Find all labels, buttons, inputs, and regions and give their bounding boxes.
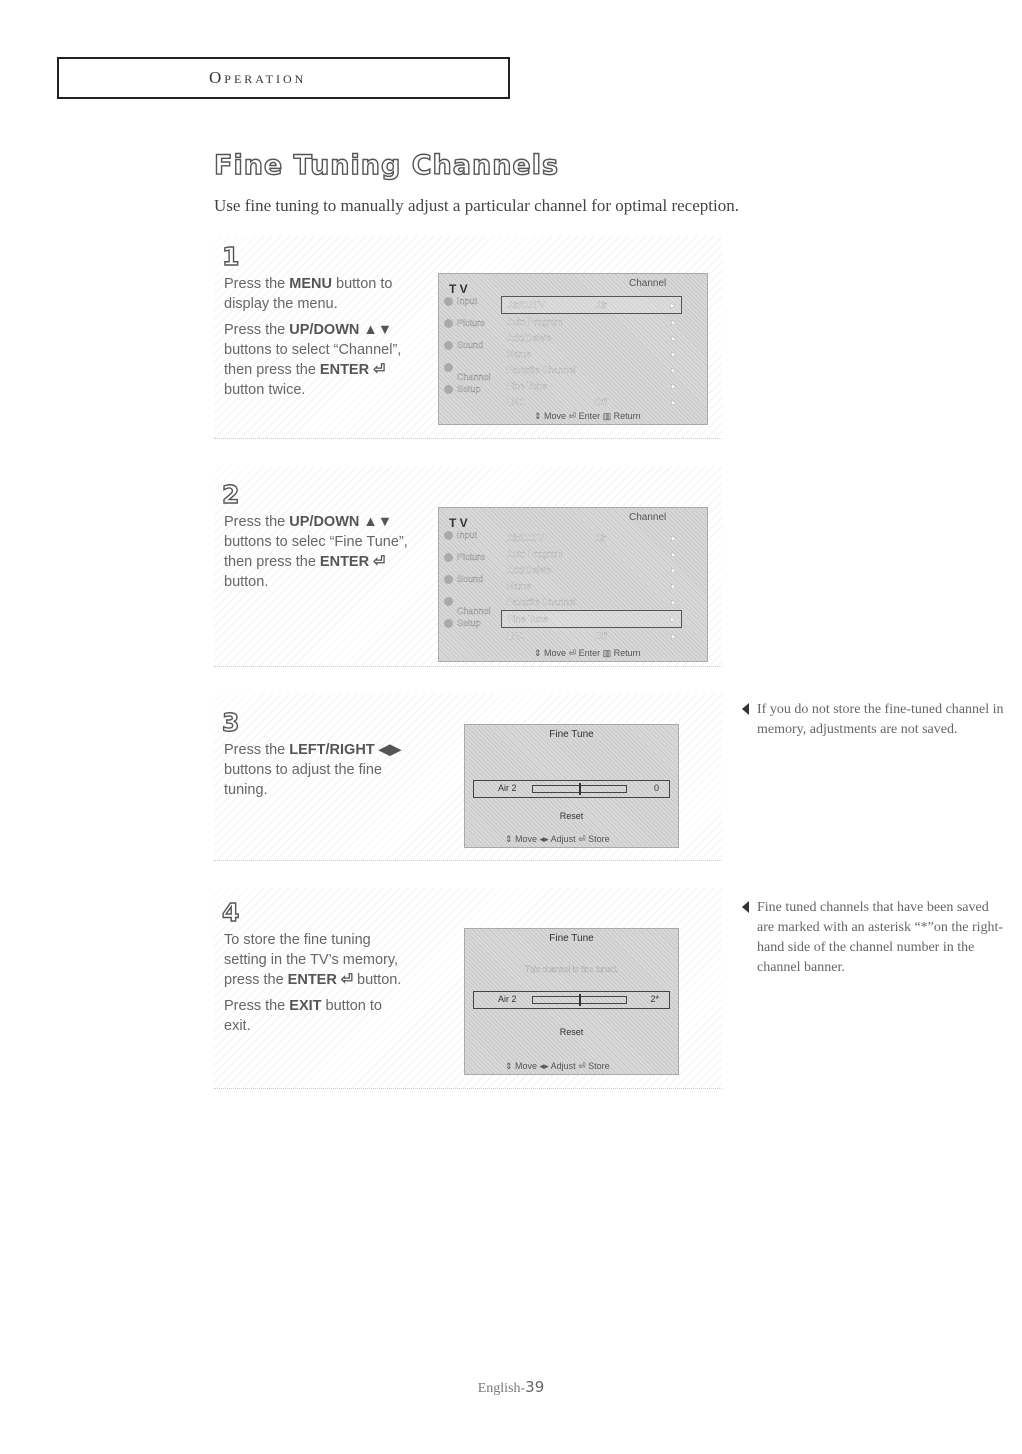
- channel-label: Air 2: [498, 994, 517, 1004]
- fine-tune-footer: ⇕ Move ◂▸ Adjust ⏎ Store: [505, 1061, 610, 1071]
- page-footer: [0, 1378, 1022, 1397]
- menu-row: Air/CATV Air ▸: [507, 533, 676, 543]
- note-not-saved: If you do not store the fine-tuned channel in memory, adjustments are not saved.: [742, 700, 1007, 740]
- fine-tune-screen: [464, 724, 679, 848]
- tuning-value: 0: [653, 783, 659, 793]
- step-number: 4: [222, 898, 240, 927]
- leftright-key: LEFT/RIGHT ◀▶: [289, 742, 401, 758]
- tv-label: T V: [449, 516, 468, 530]
- menu-row: LNA Off ▸: [507, 397, 676, 407]
- tuning-knob: [579, 783, 581, 795]
- step-instructions: Press the MENU button to display the menu. Press the UP/DOWN ▲▼ buttons to select “Channel”, then press the ENTER ⏎ button twice.: [224, 276, 402, 398]
- step-instructions: To store the fine tuning setting in the TV’s memory, press the ENTER ⏎ button. Press the EXIT button to exit.: [224, 932, 402, 1034]
- menu-row: Add/Delete ▸: [507, 333, 676, 343]
- step-number: 3: [222, 708, 240, 737]
- sidebar-item-input: Input: [441, 530, 489, 552]
- intro-text: Use fine tuning to manually adjust a particular channel for optimal reception.: [214, 196, 739, 215]
- step-1: [214, 236, 722, 439]
- menu-row: Add/Delete ▸: [507, 565, 676, 575]
- sidebar-item-channel: Channel: [441, 362, 489, 384]
- page-title: Fine Tuning Channels: [214, 150, 560, 181]
- fine-tune-title: Fine Tune: [549, 933, 594, 944]
- fine-tune-bar: [473, 780, 670, 798]
- fine-tune-footer: ⇕ Move ◂▸ Adjust ⏎ Store: [505, 834, 610, 844]
- step-number: 1: [222, 242, 240, 271]
- sidebar-item-sound: Sound: [441, 574, 489, 596]
- sidebar-item-setup: Setup: [441, 384, 489, 406]
- step-number: 2: [222, 480, 240, 509]
- enter-key: ENTER ⏎: [287, 972, 353, 988]
- step-instructions: Press the LEFT/RIGHT ◀▶ buttons to adjust the fine tuning.: [224, 742, 401, 798]
- step-4: [214, 888, 722, 1089]
- section-header: [57, 57, 510, 99]
- footer-label: English-: [477, 1381, 526, 1396]
- fine-tune-bar: [473, 991, 670, 1009]
- updown-key: UP/DOWN ▲▼: [289, 514, 393, 530]
- tuning-value: 2*: [650, 994, 659, 1004]
- step-instructions: Press the UP/DOWN ▲▼ buttons to selec “Fine Tune”, then press the ENTER ⏎ button.: [224, 514, 408, 590]
- sidebar-item-input: Input: [441, 296, 489, 318]
- menu-list: [501, 530, 682, 644]
- channel-menu-screen: [438, 507, 708, 662]
- note-asterisk: Fine tuned channels that have been saved are marked with an asterisk “*”on the right-hand side of the channel number in the channel banner.: [742, 898, 1007, 978]
- menu-title: Channel: [629, 278, 667, 289]
- menu-key: MENU: [289, 276, 332, 292]
- tuning-track: [532, 785, 627, 793]
- page-number: 39: [525, 1378, 545, 1396]
- menu-row: Favorite Channel ▸: [507, 597, 676, 607]
- exit-key: EXIT: [289, 998, 322, 1014]
- menu-row: Favorite Channel ▸: [507, 365, 676, 375]
- channel-menu-screen: [438, 273, 708, 425]
- stored-message: This channel is fine tuned.: [525, 965, 618, 974]
- tuning-track: [532, 996, 627, 1004]
- menu-footer: ⇕ Move ⏎ Enter ▥ Return: [534, 648, 641, 658]
- menu-sidebar: [441, 296, 489, 406]
- step-3: [214, 694, 722, 861]
- enter-key: ENTER ⏎: [319, 554, 386, 570]
- enter-key: ENTER ⏎: [319, 362, 386, 378]
- step-2: [214, 466, 722, 667]
- reset-option: Reset: [559, 1027, 584, 1037]
- menu-list: [501, 296, 682, 410]
- fine-tune-screen: [464, 928, 679, 1075]
- tv-label: T V: [449, 282, 468, 296]
- menu-row: Name ▸: [507, 349, 676, 359]
- menu-row: LNA Off ▸: [507, 631, 676, 641]
- updown-key: UP/DOWN ▲▼: [289, 322, 393, 338]
- menu-title: Channel: [629, 512, 667, 523]
- menu-row: Name ▸: [507, 581, 676, 591]
- sidebar-item-picture: Picture: [441, 552, 489, 574]
- note-pointer-icon: [742, 901, 749, 913]
- menu-row: Auto Program ▸: [507, 549, 676, 559]
- fine-tune-title: Fine Tune: [549, 729, 594, 740]
- menu-row: Air/CATV Air ▸: [501, 296, 682, 314]
- menu-row: Auto Program ▸: [507, 317, 676, 327]
- menu-row: Fine Tune ▸: [507, 381, 676, 391]
- menu-footer: ⇕ Move ⏎ Enter ▥ Return: [534, 411, 641, 421]
- menu-row: Fine Tune ▸: [501, 610, 682, 628]
- channel-label: Air 2: [498, 783, 517, 793]
- note-pointer-icon: [742, 703, 749, 715]
- sidebar-item-sound: Sound: [441, 340, 489, 362]
- reset-option: Reset: [559, 811, 584, 821]
- menu-sidebar: [441, 530, 489, 640]
- sidebar-item-channel: Channel: [441, 596, 489, 618]
- section-label: Operation: [209, 68, 307, 87]
- tuning-knob: [579, 994, 581, 1006]
- sidebar-item-setup: Setup: [441, 618, 489, 640]
- sidebar-item-picture: Picture: [441, 318, 489, 340]
